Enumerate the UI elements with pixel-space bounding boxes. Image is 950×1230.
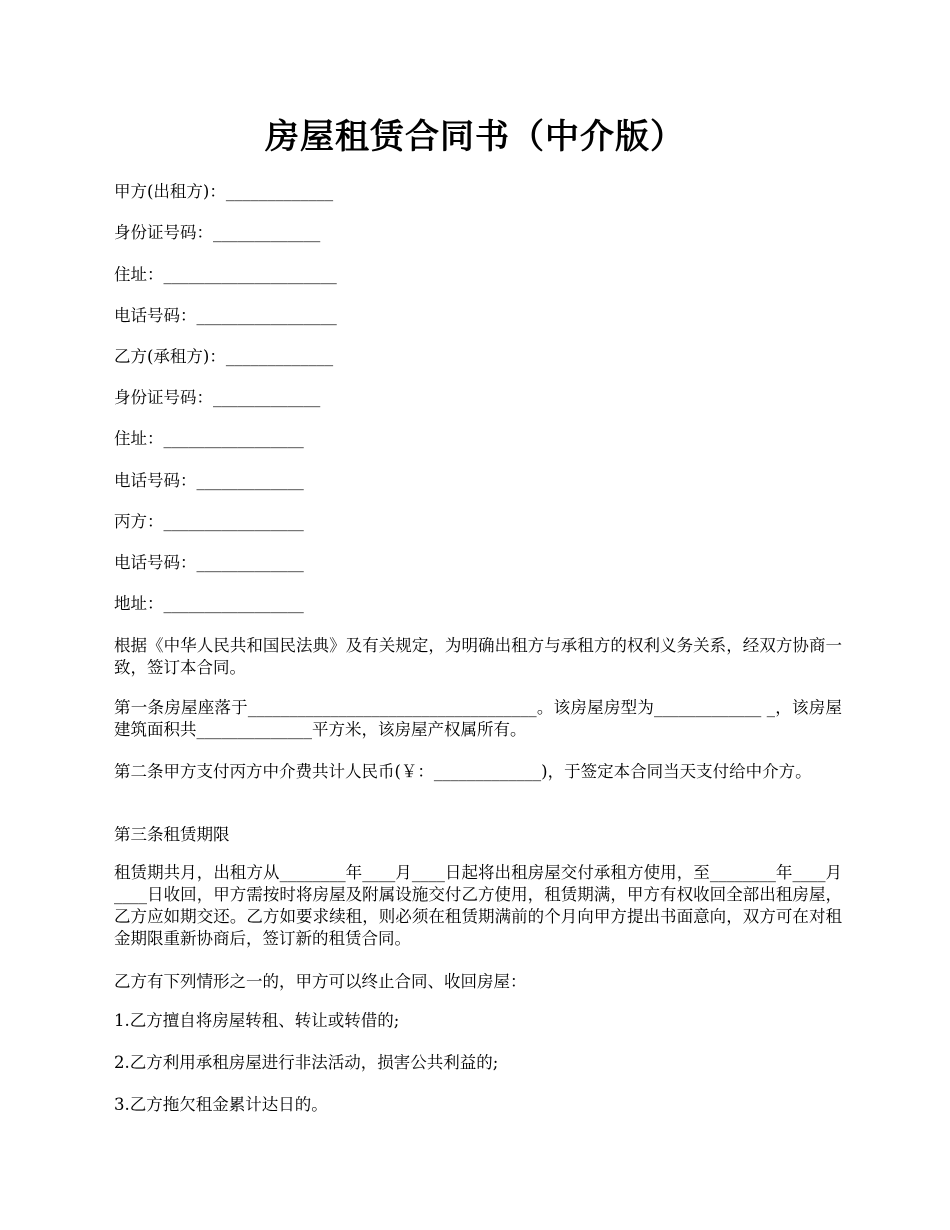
termination-item-2: 2.乙方利用承租房屋进行非法活动，损害公共利益的; [114,1053,499,1072]
lessee-id-number-field: 身份证号码：_____________ [114,388,321,407]
agent-name-field: 丙方：_________________ [114,512,304,531]
document-title: 房屋租赁合同书（中介版） [265,117,685,157]
termination-item-1: 1.乙方擅自将房屋转租、转让或转借的; [114,1011,400,1030]
lessor-name-field: 甲方(出租方)：_____________ [114,182,334,201]
preamble-paragraph: 根据《中华人民共和国民法典》及有关规定，为明确出租方与承租方的权利义务关系，经双方协商一致，签订本合同。 [114,636,842,677]
article-1-paragraph: 第一条房屋座落于___________________________________。该房屋房型为_____________ _，该房屋建筑面积共______________平方米，该房屋产权属所有。 [114,698,842,739]
lessee-name-field: 乙方(承租方)：_____________ [114,347,334,366]
lessee-phone-field: 电话号码：_____________ [114,471,304,490]
article-3-heading: 第三条租赁期限 [114,825,230,844]
lessee-address-field: 住址：_________________ [114,429,304,448]
lessor-phone-field: 电话号码：_________________ [114,306,337,325]
termination-item-3: 3.乙方拖欠租金累计达日的。 [114,1095,328,1114]
agent-address-field: 地址：_________________ [114,594,304,613]
lessor-id-number-field: 身份证号码：_____________ [114,223,321,242]
termination-intro-paragraph: 乙方有下列情形之一的，甲方可以终止合同、收回房屋： [114,972,527,991]
lessor-address-field: 住址：_____________________ [114,265,337,284]
article-2-paragraph: 第二条甲方支付丙方中介费共计人民币(￥：_____________)，于签定本合同当天支付给中介方。 [114,762,812,781]
lease-term-paragraph: 租赁期共月，出租方从________年____月____日起将出租房屋交付承租方使用，至________年____月____日收回，甲方需按时将房屋及附属设施交付乙方使用，租赁期满，甲方有权收回全部出租房屋，乙方应如期交还。乙方如要求续租，则必须在租赁期满前的个月向甲方提出书面意向，双方可在对租金期限重新协商后，签订新的租赁合同。 [114,863,842,948]
agent-phone-field: 电话号码：_____________ [114,553,304,572]
